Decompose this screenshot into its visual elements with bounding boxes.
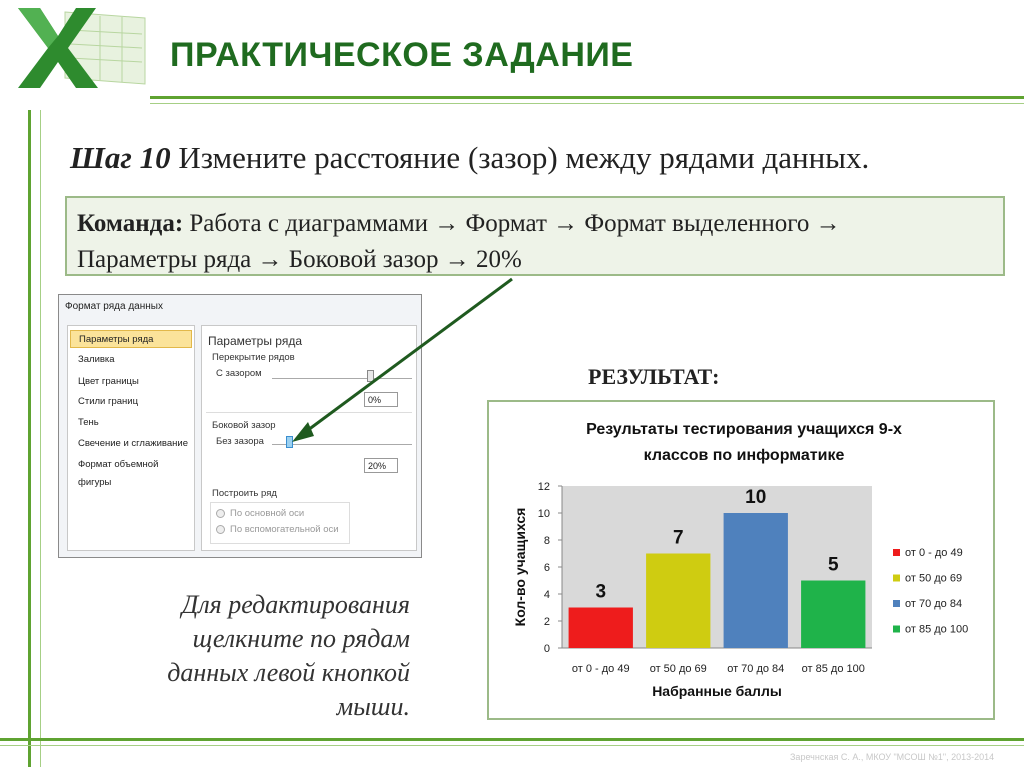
primary-axis-label: По основной оси [230,508,305,519]
step-label: Шаг 10 [70,140,171,175]
legend-swatch-4 [893,626,900,633]
secondary-axis-label: По вспомогательной оси [230,524,339,535]
command-label: Команда: [77,210,184,237]
x-tick-label-4: от 85 до 100 [801,663,865,675]
chart-title-line-2: классов по информатике [643,447,845,464]
step-text: Измените расстояние (зазор) между рядами данных. [170,140,870,175]
hint-line-3: данных левой кнопкой [167,658,410,687]
data-label-4: 5 [827,554,839,576]
legend-label-3: от 70 до 84 [905,598,963,610]
bar-4 [801,581,865,649]
x-tick-label-3: от 70 до 84 [727,663,785,675]
y-tick-label: 0 [543,643,550,655]
nav-item-border-styles[interactable]: Стили границ [78,396,139,407]
legend-swatch-3 [893,600,900,607]
nav-item-shadow[interactable]: Тень [78,417,99,428]
gap-label: Боковой зазор [212,420,276,431]
gap-value[interactable]: 20% [364,458,398,473]
chart-frame [487,400,995,720]
legend-label-2: от 50 до 69 [905,572,963,585]
axis-label: Построить ряд [212,488,277,499]
nav-item-border-color[interactable]: Цвет границы [78,376,139,387]
hint-line-1: Для редактирования [181,590,410,619]
x-tick-label-1: от 0 - до 49 [571,663,630,675]
chart-title-line-1: Результаты тестирования учащихся 9-х [586,421,902,438]
data-label-1: 3 [595,581,607,603]
legend-label-4: от 85 до 100 [905,623,969,636]
overlap-left-label: С зазором [216,368,262,379]
bar-chart [489,402,993,718]
y-tick-label: 8 [543,535,550,547]
command-line-2: Параметры ряда → Боковой зазор → 20% [77,246,522,273]
footer-credit: Заречнская С. А., МКОУ "МСОШ №1", 2013-2014 [790,752,995,762]
x-axis-title: Набранные баллы [652,683,782,699]
overlap-label: Перекрытие рядов [212,352,295,363]
dialog-title: Формат ряда данных [65,301,163,312]
hint-line-2: щелкните по рядам [192,624,410,653]
y-tick-label: 12 [537,481,550,493]
legend-swatch-2 [893,575,900,582]
y-tick-label: 2 [543,616,550,628]
gap-left-label: Без зазора [216,436,264,447]
nav-item-3d-format[interactable]: Формат объемной фигуры [78,459,159,488]
y-tick-label: 10 [537,508,550,520]
command-path-1: Работа с диаграммами → Формат → Формат выделенного → [183,210,841,237]
bar-1 [569,608,633,649]
bar-3 [724,513,788,648]
nav-item-glow[interactable]: Свечение и сглаживание [78,438,188,449]
panel-title: Параметры ряда [208,334,303,348]
overlap-value[interactable]: 0% [364,392,398,407]
y-tick-label: 4 [543,589,550,601]
legend-swatch-1 [893,549,900,556]
nav-item-fill[interactable]: Заливка [78,354,115,365]
hint-text [120,588,410,724]
x-tick-label-2: от 50 до 69 [649,663,707,675]
slide-title: ПРАКТИЧЕСКОЕ ЗАДАНИЕ [170,36,634,74]
hint-line-4: мыши. [336,692,410,721]
y-tick-label: 6 [543,562,550,574]
y-axis-title: Кол-во учащихся [512,507,528,627]
nav-item-series-options[interactable]: Параметры ряда [70,330,192,348]
bar-2 [646,554,710,649]
data-label-2: 7 [672,527,684,549]
legend-label-1: от 0 - до 49 [905,547,963,559]
result-label: РЕЗУЛЬТАТ: [588,364,720,389]
data-label-3: 10 [745,487,767,508]
